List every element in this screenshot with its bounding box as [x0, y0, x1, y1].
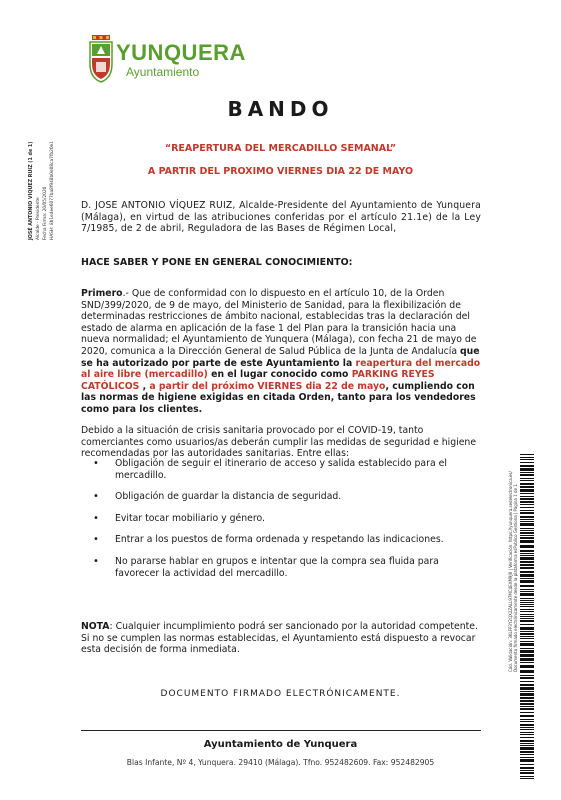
- barcode-bar: [520, 708, 534, 710]
- barcode-bar: [520, 772, 534, 774]
- barcode-bar: [520, 767, 534, 769]
- barcode-bar: [520, 727, 534, 728]
- footer-institution: Ayuntamiento de Yunquera: [203, 739, 358, 750]
- list-item: [81, 556, 481, 579]
- barcode-bar: [520, 693, 534, 696]
- barcode-bar: [520, 721, 534, 722]
- measure-text: Obligación de guardar la distancia de seguridad.: [115, 491, 342, 503]
- nota-label: NOTA: [81, 621, 110, 632]
- debido-paragraph: Debido a la situación de crisis sanitaria provocado por el COVID-19, tanto comerciantes como usuarios/as deberán cumplir las medidas de seguridad e higiene recomendadas por las autoridades sanitarias. Entre ellas:: [81, 425, 477, 460]
- list-item: [81, 491, 481, 503]
- barcode-bar: [520, 684, 534, 686]
- barcode-bar: [520, 675, 534, 676]
- verification-platform: Documento firmado electrónicamente desde la plataforma esPublico Gestiona | Página 1 de 1: [513, 484, 519, 672]
- logo-subtitle: Ayuntamiento: [126, 65, 200, 79]
- barcode-bar: [520, 454, 534, 455]
- subtitle-date: A PARTIR DEL PROXIMO VIERNES DIA 22 DE MAYO: [147, 166, 414, 177]
- barcode-bar: [520, 465, 534, 467]
- barcode-bar: [520, 732, 534, 733]
- bullet-icon: •: [93, 555, 99, 567]
- signature-stamp: [28, 112, 60, 240]
- hace-saber-heading: HACE SABER Y PONE EN GENERAL CONOCIMIENTO:: [81, 257, 353, 268]
- barcode-bar: [520, 700, 534, 702]
- stamp-date: Fecha Firma: 20/05/2020: [43, 186, 48, 240]
- barcode-bar: [520, 715, 534, 717]
- barcode-bar: [520, 770, 534, 771]
- bullet-icon: •: [93, 512, 99, 524]
- barcode-bar: [520, 778, 534, 779]
- primero-paragraph: [81, 288, 481, 416]
- measure-text: Evitar tocar mobiliario y género.: [115, 512, 265, 524]
- barcode-bar: [520, 729, 534, 730]
- bullet-icon: •: [93, 458, 99, 469]
- primero-bold-2: en el lugar conocido como: [207, 369, 352, 381]
- list-item: [81, 458, 481, 481]
- barcode-bar: [520, 687, 534, 690]
- barcode-bar: [520, 743, 534, 744]
- barcode-bar: [520, 712, 534, 713]
- barcode-bar: [520, 474, 534, 476]
- measures-list: [81, 458, 481, 589]
- primero-label: Primero: [81, 288, 123, 299]
- primero-highlight-date: a partir del próximo VIERNES dia 22 de mayo: [149, 380, 386, 392]
- barcode-bar: [520, 462, 534, 463]
- barcode-bar: [520, 757, 534, 758]
- verification-text: [508, 471, 528, 672]
- barcode-bar: [520, 737, 534, 738]
- bullet-icon: •: [93, 491, 99, 503]
- barcode-bar: [520, 745, 534, 746]
- stamp-role: Alcalde - Presidente: [36, 197, 41, 240]
- barcode-bar: [520, 457, 534, 458]
- intro-paragraph: D. JOSE ANTONIO VÍQUEZ RUIZ, Alcalde-Presidente del Ayuntamiento de Yunquera (Málaga), en virtud de las atribuciones conferidas por el artículo 21.1e) de la Ley 7/1985, de 2 de abril, Reguladora de las Bases de Régimen Local,: [81, 200, 481, 235]
- barcode-bar: [520, 459, 534, 460]
- barcode-bar: [520, 681, 534, 682]
- footer-address: Blas Infante, Nº 4, Yunquera. 29410 (Málaga). Tfno. 952482609. Fax: 952482905: [126, 758, 435, 767]
- barcode-bar: [520, 776, 534, 777]
- nota-text: : Cualquier incumplimiento podrá ser sancionado por la autoridad competente. Si no se cumplen las normas establecidas, el Ayuntamiento está dispuesto a revocar esta decisión de forma inmediata.: [81, 621, 478, 656]
- barcode-bar: [520, 691, 534, 692]
- bullet-icon: •: [93, 534, 99, 546]
- barcode-bar: [520, 703, 534, 705]
- barcode-bar: [520, 706, 534, 707]
- stamp-signer: JOSÉ ANTONIO VIQUEZ RUIZ (1 de 1): [29, 141, 34, 240]
- primero-highlight-location: PARKING REYES CATÓLICOS: [81, 369, 435, 392]
- signed-electronically-notice: DOCUMENTO FIRMADO ELECTRÓNICAMENTE.: [160, 689, 401, 699]
- logo-name: YUNQUERA: [116, 40, 246, 65]
- barcode-bar: [520, 472, 534, 473]
- primero-bold-4: , cumpliendo con las normas de higiene exigidas en citada Orden, tanto para los vendedores como para los clientes.: [81, 380, 476, 415]
- barcode-bar: [520, 747, 534, 750]
- measure-text: Entrar a los puestos de forma ordenada y respetando las indicaciones.: [115, 534, 444, 546]
- footer-divider: [81, 730, 481, 731]
- barcode-bar: [520, 751, 534, 753]
- barcode-bar: [520, 724, 534, 726]
- subtitle-reopening: “REAPERTURA DEL MERCADILLO SEMANAL”: [164, 143, 397, 154]
- primero-bold-3: ,: [139, 380, 150, 392]
- barcode-bar: [520, 719, 534, 720]
- list-item: [81, 534, 481, 546]
- nota-paragraph: [81, 621, 481, 656]
- measure-text: No pararse hablar en grupos e intentar que la compra sea fluida para favorecer la actividad del mercadillo.: [115, 555, 439, 579]
- barcode-bar: [520, 764, 534, 765]
- primero-highlight-reopening: reapertura del mercado al aire libre (mercadillo): [81, 357, 481, 381]
- document-title: BANDO: [227, 97, 334, 121]
- barcode-bar: [520, 740, 534, 742]
- barcode-bar: [520, 754, 534, 755]
- barcode-bar: [520, 478, 534, 479]
- list-item: [81, 513, 481, 525]
- barcode-bar: [520, 697, 534, 699]
- measure-text: Obligación de seguir el itinerario de acceso y salida establecido para el mercadillo.: [115, 458, 447, 481]
- coat-of-arms-icon: [86, 34, 116, 84]
- municipal-logo: [86, 34, 246, 84]
- barcode-bar: [520, 759, 534, 762]
- primero-text: .- Que de conformidad con lo dispuesto en el artículo 10, de la Orden SND/399/2020, de 9 de mayo, del Ministerio de Sanidad, para la flexibilización de determinadas restricciones de ámbito nacional, establecidas tras la declaración del estado de alarma en aplicación de la fase 1 del Plan para la transición hacia una nueva normalidad; el Ayuntamiento de Yunquera (Málaga), con fecha 21 de mayo de 2020, comunica a la Dirección General de Salud Pública de la Junta de Andalucía: [81, 288, 477, 357]
- barcode-bar: [520, 734, 534, 735]
- barcode-bar: [520, 677, 534, 679]
- verification-code: Cód. Validación: 3KLFP3Y2QX2ZALL97MC4EXM9J9 | Verificación: https://yunquera.sedelectronica.es/: [508, 471, 513, 672]
- primero-bold-1: que se ha autorizado por parte de este Ayuntamiento la: [81, 345, 480, 369]
- barcode-bar: [520, 468, 534, 471]
- stamp-hash: HASH: 8b1e4ee6077ba8f948b0e08ca7fb20e1: [50, 141, 55, 240]
- barcode-bar: [520, 480, 534, 481]
